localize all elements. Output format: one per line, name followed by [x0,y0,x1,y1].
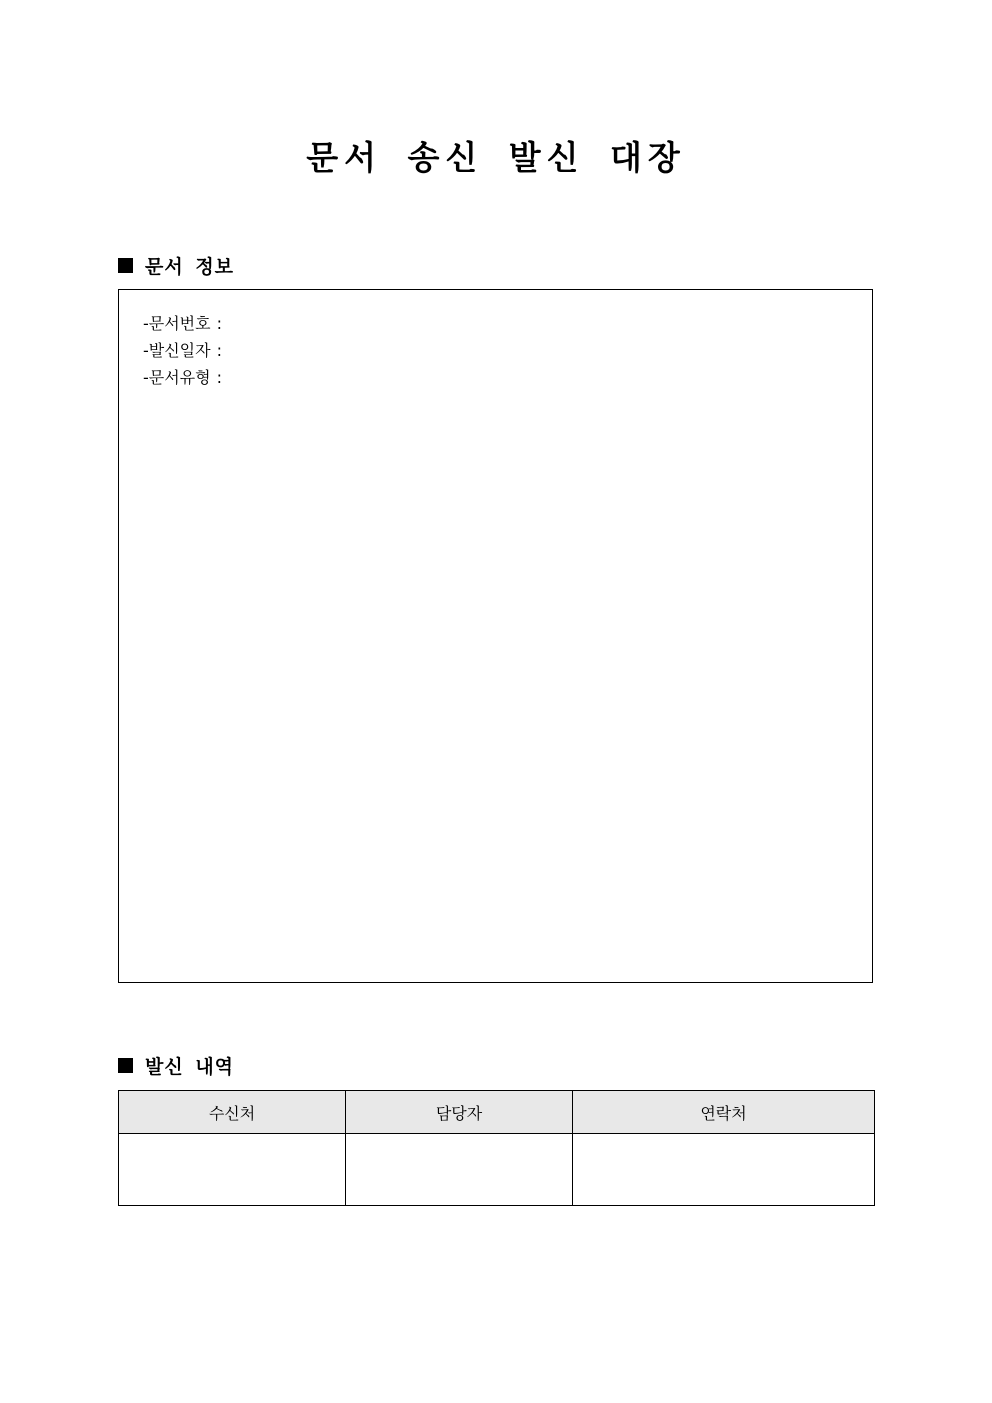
person-in-charge-cell[interactable] [346,1134,573,1206]
document-type-label: -문서유형 [143,368,211,387]
document-type-line [143,364,872,391]
dispatch-date-label: -발신일자 [143,341,211,360]
document-number-line [143,310,872,337]
square-bullet-icon [118,258,133,273]
document-number-separator: : [216,314,222,333]
dispatch-date-separator: : [216,341,222,360]
table-row [119,1134,875,1206]
dispatch-history-heading [118,1052,234,1079]
document-info-box [118,289,873,983]
column-header-person-in-charge: 담당자 [346,1091,573,1134]
document-info-heading-label: 문서 정보 [145,256,235,278]
square-bullet-icon [118,1058,133,1073]
dispatch-history-heading-label: 발신 내역 [145,1056,235,1078]
document-info-heading [118,252,234,279]
document-number-label: -문서번호 [143,314,211,333]
dispatch-history-table [118,1090,875,1206]
column-header-contact: 연락처 [573,1091,875,1134]
table-header-row [119,1091,875,1134]
page-title: 문서 송신 발신 대장 [306,138,686,177]
column-header-recipient: 수신처 [119,1091,346,1134]
dispatch-date-line [143,337,872,364]
document-type-separator: : [216,368,222,387]
contact-cell[interactable] [573,1134,875,1206]
recipient-cell[interactable] [119,1134,346,1206]
